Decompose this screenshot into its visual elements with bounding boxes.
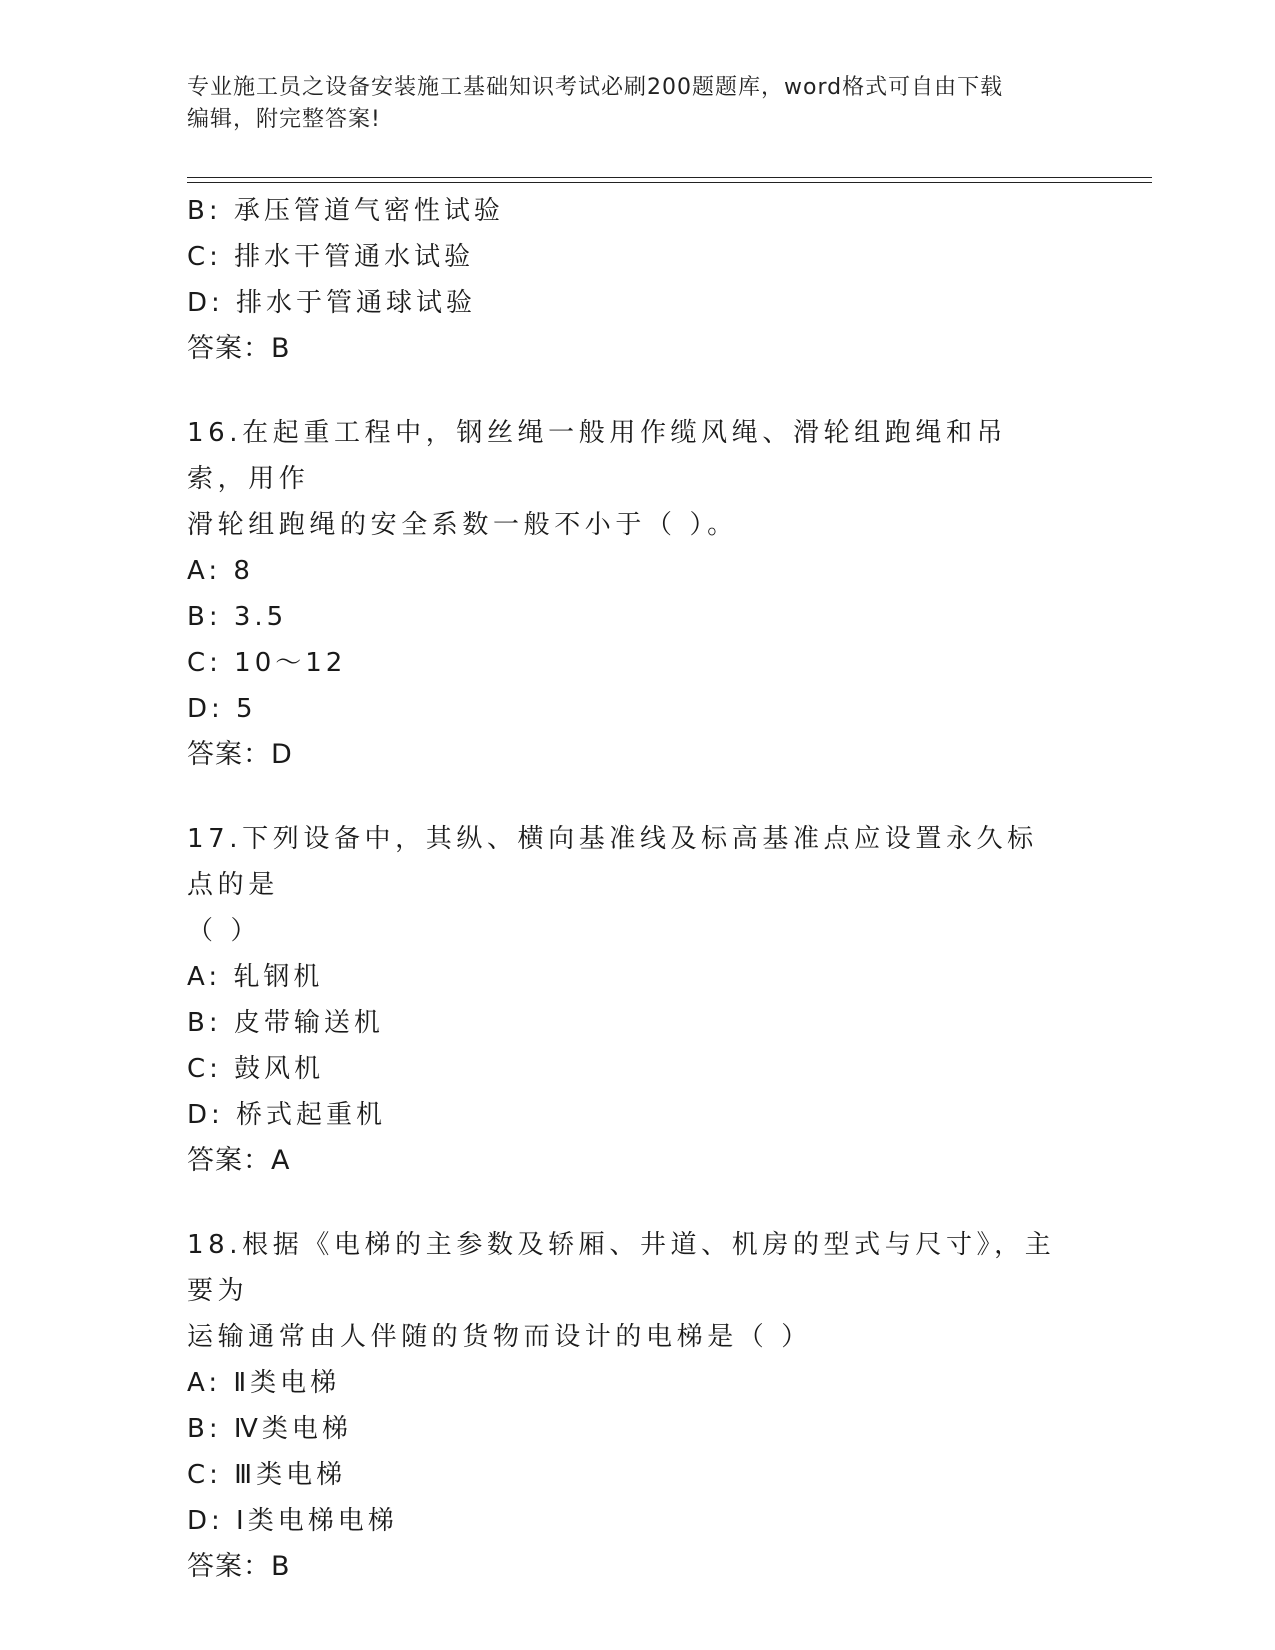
option-d: D: 桥式起重机 <box>187 1100 387 1130</box>
answer-line: 答案：D <box>187 739 293 770</box>
question-15-continuation <box>187 188 1087 372</box>
header-line-2: 编辑，附完整答案! <box>187 107 381 132</box>
option-a: A: Ⅱ类电梯 <box>187 1368 341 1398</box>
option-c: C: Ⅲ类电梯 <box>187 1460 347 1490</box>
option-c: C: 10～12 <box>187 648 347 678</box>
header-line-1: 专业施工员之设备安装施工基础知识考试必刷200题题库，word格式可自由下载 <box>187 75 1004 100</box>
question-17 <box>187 816 1087 1184</box>
question-text-line-2: 运输通常由人伴随的货物而设计的电梯是（ ） <box>187 1322 812 1352</box>
document-header <box>187 72 1067 136</box>
option-d: D: Ⅰ类电梯电梯 <box>187 1506 398 1536</box>
question-text-line-2: （ ） <box>187 916 262 946</box>
option-c: C: 鼓风机 <box>187 1054 325 1084</box>
question-16 <box>187 410 1087 778</box>
option-c: C: 排水干管通水试验 <box>187 242 475 272</box>
option-d: D: 5 <box>187 694 257 724</box>
option-b: B: 承压管道气密性试验 <box>187 196 504 226</box>
header-divider-bottom <box>187 182 1152 183</box>
answer-line: 答案：B <box>187 333 291 364</box>
question-text-line-1: 17.下列设备中，其纵、横向基准线及标高基准点应设置永久标点的是 <box>187 824 1038 900</box>
document-body <box>187 188 1087 1590</box>
option-b: B: 皮带输送机 <box>187 1008 384 1038</box>
option-a: A: 轧钢机 <box>187 962 324 992</box>
option-b: B: 3.5 <box>187 602 288 632</box>
option-a: A: 8 <box>187 556 254 586</box>
answer-line: 答案：B <box>187 1551 291 1582</box>
answer-line: 答案：A <box>187 1145 291 1176</box>
header-divider-top <box>187 177 1152 178</box>
question-text-line-1: 16.在起重工程中，钢丝绳一般用作缆风绳、滑轮组跑绳和吊索，用作 <box>187 418 1008 494</box>
question-18 <box>187 1222 1087 1590</box>
option-b: B: Ⅳ类电梯 <box>187 1414 352 1444</box>
option-d: D: 排水于管通球试验 <box>187 288 477 318</box>
question-text-line-2: 滑轮组跑绳的安全系数一般不小于（ ）。 <box>187 510 738 540</box>
question-text-line-1: 18.根据《电梯的主参数及轿厢、井道、机房的型式与尺寸》，主要为 <box>187 1230 1056 1306</box>
